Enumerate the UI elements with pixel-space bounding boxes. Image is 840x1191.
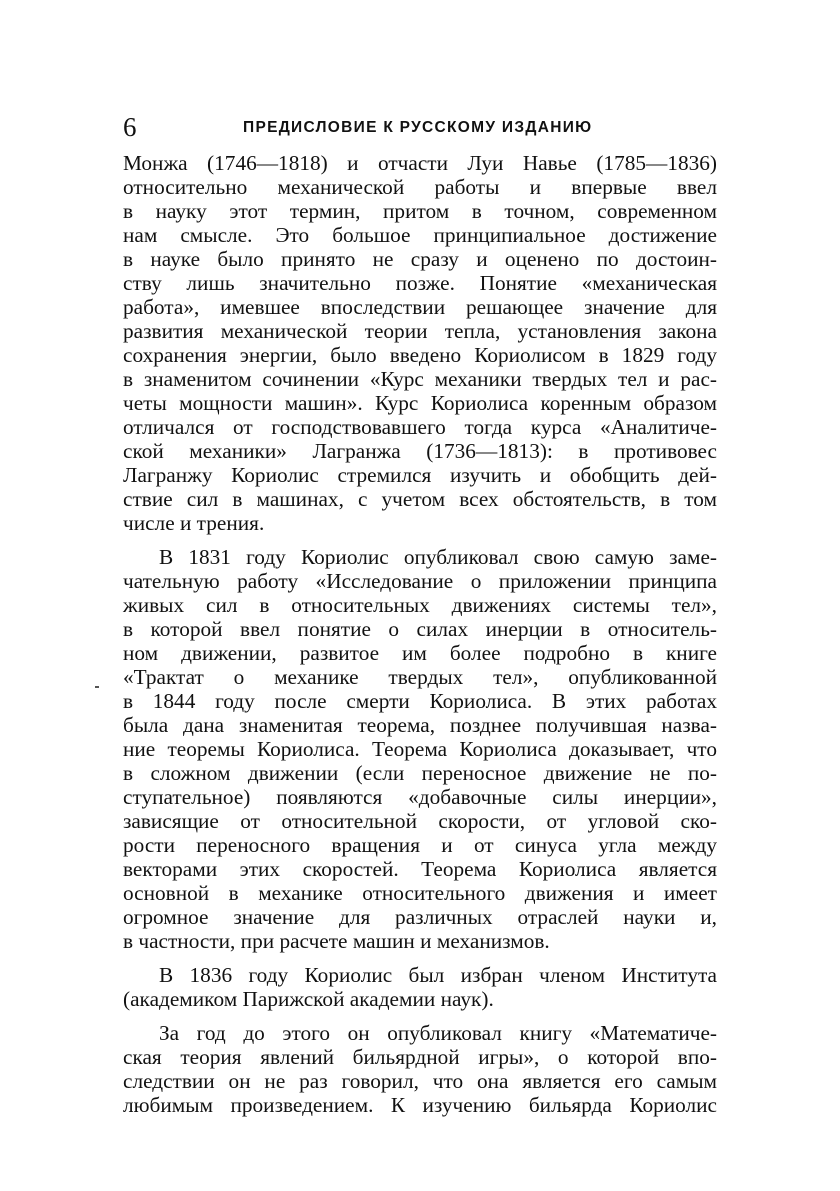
text-line: Лагранжу Кориолис стремился изучить и обобщить дей- — [123, 463, 717, 487]
text-line: отличался от господствовавшего тогда курса «Аналитиче- — [123, 415, 717, 439]
text-line: в частности, при расчете машин и механизмов. — [123, 929, 550, 953]
text-line: сохранения энергии, было введено Кориолисом в 1829 году — [123, 343, 717, 367]
running-head: ПРЕДИСЛОВИЕ К РУССКОМУ ИЗДАНИЮ — [243, 119, 593, 136]
text-line: «Трактат о механике твердых тел», опубликованной — [123, 665, 717, 689]
text-line: нам смысле. Это большое принципиальное достижение — [123, 223, 717, 247]
text-line: ствие сил в машинах, с учетом всех обстоятельств, в том — [123, 487, 717, 511]
text-line: Монжа (1746—1818) и отчасти Луи Навье (1785—1836) — [123, 151, 717, 175]
page-number: 6 — [123, 112, 137, 142]
text-line: любимым произведением. К изучению бильярда Кориолис — [123, 1093, 717, 1117]
text-line: ская теория явлений бильярдной игры», о которой впо- — [123, 1045, 717, 1069]
paragraph-2 — [123, 545, 717, 953]
margin-mark — [95, 686, 99, 688]
text-line: ние теоремы Кориолиса. Теорема Кориолиса доказывает, что — [123, 737, 717, 761]
text-line: живых сил в относительных движениях системы тел», — [123, 593, 717, 617]
text-line: работа», имевшее впоследствии решающее значение для — [123, 295, 717, 319]
text-line: в науку этот термин, притом в точном, современном — [123, 199, 717, 223]
text-line: в науке было принято не сразу и оценено по достоин- — [123, 247, 717, 271]
paragraph-1 — [123, 151, 717, 535]
text-line: огромное значение для различных отраслей науки и, — [123, 905, 717, 929]
text-line: ном движении, развитое им более подробно в книге — [123, 641, 717, 665]
text-line: числе и трения. — [123, 511, 265, 535]
text-line: векторами этих скоростей. Теорема Кориолиса является — [123, 857, 717, 881]
text-line: в сложном движении (если переносное движение не по- — [123, 761, 717, 785]
text-line: В 1831 году Кориолис опубликовал свою самую заме- — [159, 545, 717, 569]
text-line: ству лишь значительно позже. Понятие «механическая — [123, 271, 717, 295]
text-line: ской механики» Лагранжа (1736—1813): в противовес — [123, 439, 717, 463]
text-line: В 1836 году Кориолис был избран членом Института — [159, 963, 717, 987]
text-line: в 1844 году после смерти Кориолиса. В этих работах — [123, 689, 717, 713]
text-line: следствии он не раз говорил, что она является его самым — [123, 1069, 717, 1093]
text-line: За год до этого он опубликовал книгу «Математиче- — [159, 1021, 717, 1045]
page-header — [123, 112, 717, 142]
text-line: относительно механической работы и впервые ввел — [123, 175, 717, 199]
body-text — [123, 151, 717, 1117]
text-line: в знаменитом сочинении «Курс механики твердых тел и рас- — [123, 367, 717, 391]
text-line: зависящие от относительной скорости, от угловой ско- — [123, 809, 717, 833]
text-line: чательную работу «Исследование о приложении принципа — [123, 569, 717, 593]
text-line: рости переносного вращения и от синуса угла между — [123, 833, 717, 857]
paragraph-3 — [123, 963, 717, 1011]
paragraph-4 — [123, 1021, 717, 1117]
text-line: была дана знаменитая теорема, позднее получившая назва- — [123, 713, 717, 737]
text-line: в которой ввел понятие о силах инерции в относитель- — [123, 617, 717, 641]
text-line: ступательное) появляются «добавочные силы инерции», — [123, 785, 717, 809]
text-line: (академиком Парижской академии наук). — [123, 987, 494, 1011]
text-line: основной в механике относительного движения и имеет — [123, 881, 717, 905]
text-line: четы мощности машин». Курс Кориолиса коренным образом — [123, 391, 717, 415]
text-line: развития механической теории тепла, установления закона — [123, 319, 717, 343]
